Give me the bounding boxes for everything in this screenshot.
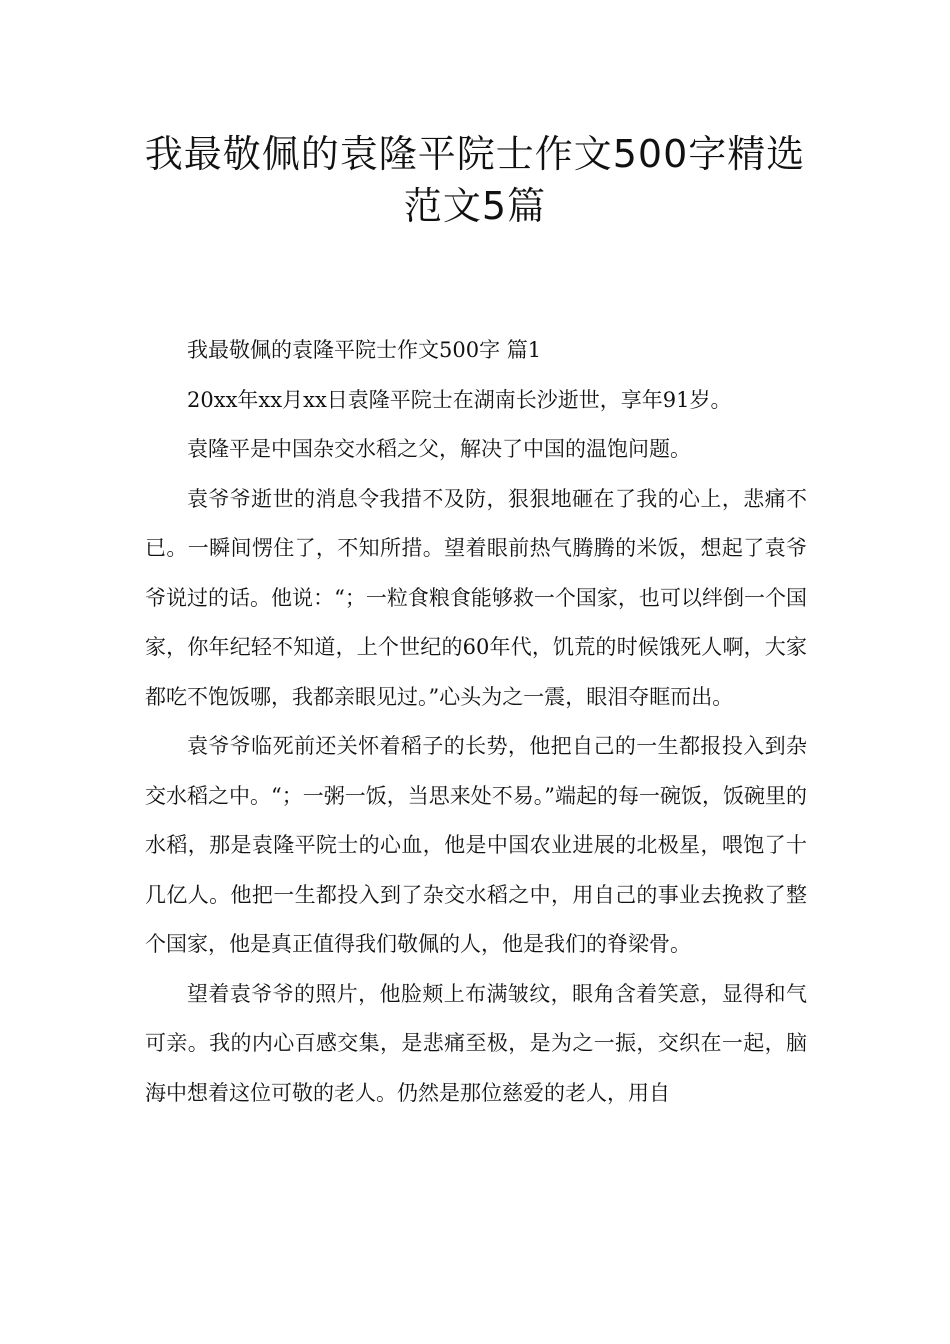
paragraph: 20xx年xx月xx日袁隆平院士在湖南长沙逝世，享年91岁。 xyxy=(187,387,732,412)
title-line-1: 我最敬佩的袁隆平院士作文500字精选 xyxy=(144,132,806,176)
title-line-2: 范文5篇 xyxy=(403,184,547,228)
essay-heading: 我最敬佩的袁隆平院士作文500字 篇1 xyxy=(187,338,542,362)
paragraph: 望着袁爷爷的照片，他脸颊上布满皱纹，眼角含着笑意，显得和气可亲。我的内心百感交集，是悲痛至极，是为之一振，交织在一起，脑海中想着这位可敬的老人。仍然是那位慈爱的老人，用自 xyxy=(145,981,807,1105)
document-title xyxy=(110,128,840,232)
document-body xyxy=(145,326,807,1118)
paragraph: 袁隆平是中国杂交水稻之父，解决了中国的温饱问题。 xyxy=(187,437,691,461)
paragraph: 袁爷爷逝世的消息令我措不及防，狠狠地砸在了我的心上，悲痛不已。一瞬间愣住了，不知所措。望着眼前热气腾腾的米饭，想起了袁爷爷说过的话。他说：“；一粒食粮食能够救一个国家，也可以绊倒一个国家，你年纪轻不知道，上个世纪的60年代，饥荒的时候饿死人啊，大家都吃不饱饭哪，我都亲眼见过。”心头为之一震，眼泪夺眶而出。 xyxy=(145,486,807,709)
paragraph: 袁爷爷临死前还关怀着稻子的长势，他把自己的一生都报投入到杂交水稻之中。“；一粥一饭，当思来处不易。”端起的每一碗饭，饭碗里的水稻，那是袁隆平院士的心血，他是中国农业进展的北极星，喂饱了十几亿人。他把一生都投入到了杂交水稻之中，用自己的事业去挽救了整个国家，他是真正值得我们敬佩的人，他是我们的脊梁骨。 xyxy=(145,734,807,956)
